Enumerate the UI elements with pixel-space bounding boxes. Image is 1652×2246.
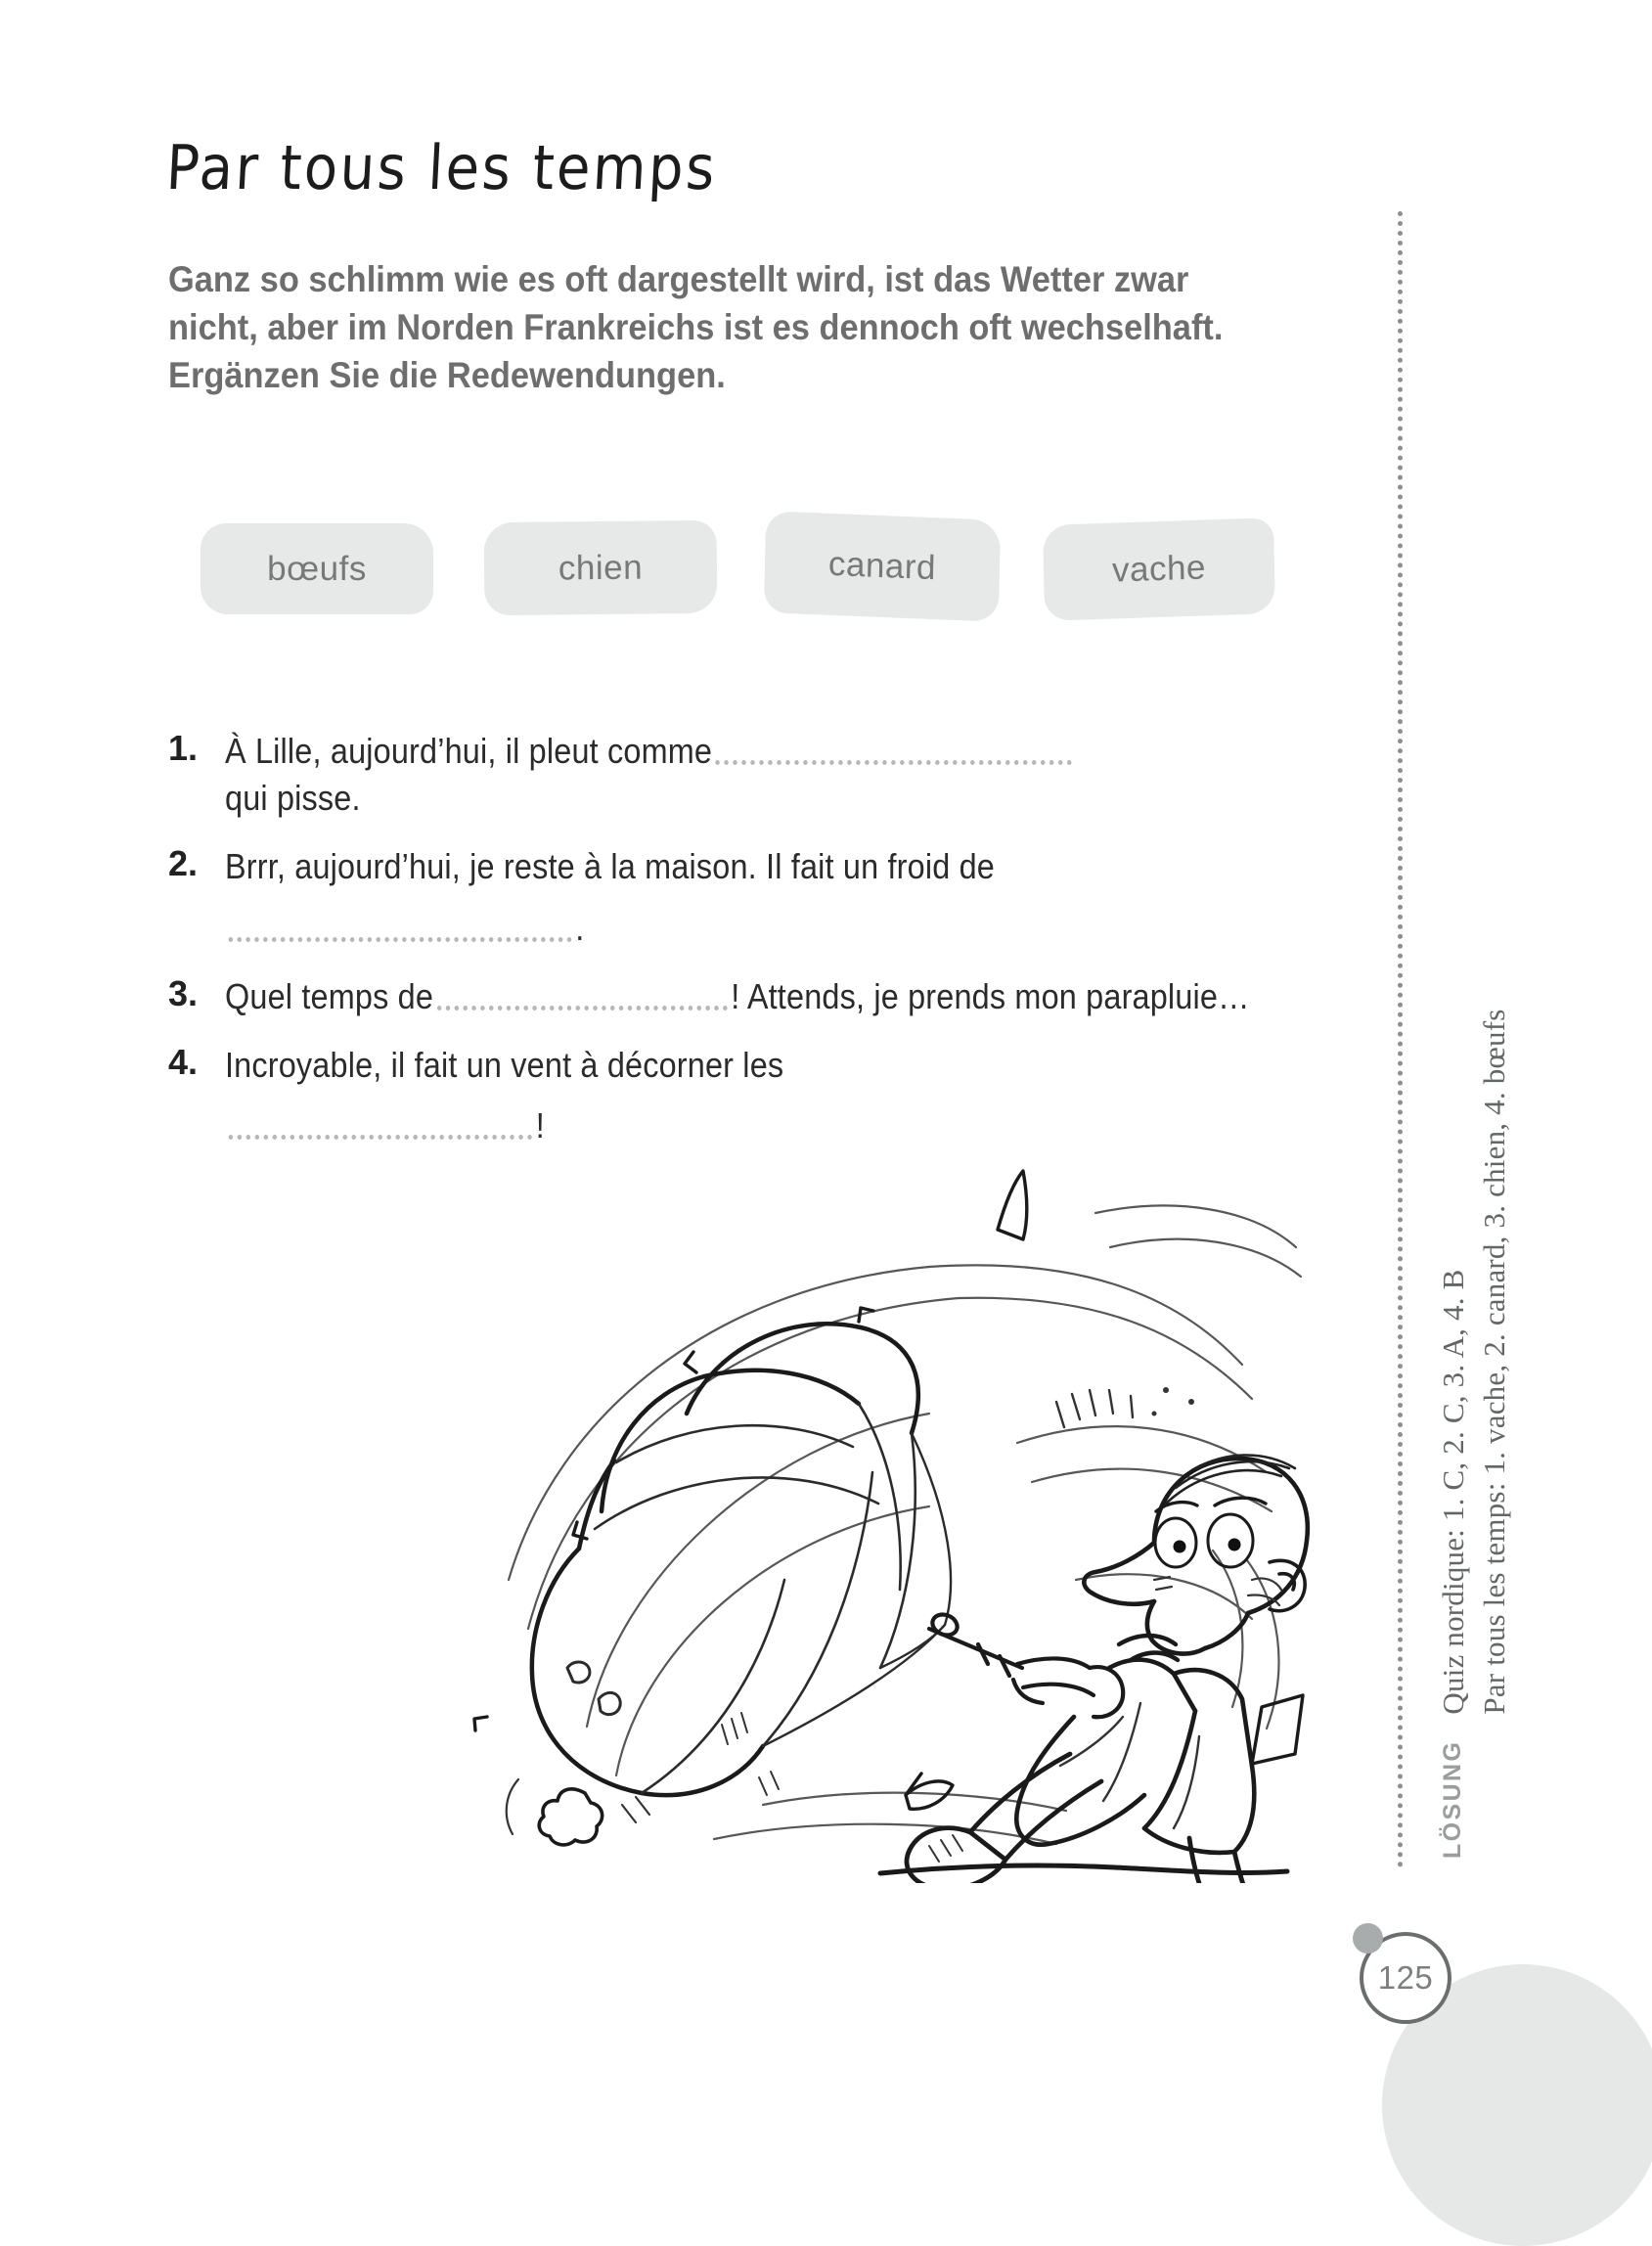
- word-chip-chien[interactable]: [484, 520, 718, 615]
- exercise-text-before: Brrr, aujourd’hui, je reste à la maison. Il fait un froid de: [225, 846, 995, 887]
- word-chip-canard[interactable]: [764, 511, 1001, 622]
- instructions-paragraph: Ganz so schlimm wie es oft dargestellt wird, ist das Wetter zwar nicht, aber im Norden Frankreichs ist es dennoch oft wechselhaft. Ergänzen Sie die Redewendungen.: [168, 259, 1224, 395]
- exercise-number: 1.: [168, 728, 199, 768]
- answer-blank-3[interactable]: [437, 978, 728, 1011]
- word-chip-label: vache: [1111, 548, 1207, 590]
- exercise-text-before: Quel temps de: [225, 975, 434, 1016]
- word-chip-vache[interactable]: [1043, 517, 1275, 621]
- exercise-number: 3.: [168, 972, 199, 1013]
- answer-key-sidebar: [1436, 254, 1563, 1859]
- exercise-number: 2.: [168, 843, 199, 884]
- exercise-item-1: [168, 728, 1322, 822]
- answer-key-line: Quiz nordique: 1. C, 2. C, 3. A, 4. B: [1436, 1269, 1470, 1715]
- answer-blank-row: [225, 905, 1317, 952]
- exercise-text-after: ! Attends, je prends mon parapluie…: [731, 975, 1250, 1016]
- word-chip-label: chien: [558, 548, 644, 587]
- answer-key-lines: [1436, 1009, 1512, 1714]
- exercise-item-3: [168, 973, 1322, 1020]
- answer-key-line: Par tous les temps: 1. vache, 2. canard, 3. chien, 4. bœufs: [1477, 1009, 1511, 1715]
- exercise-text-after: !: [535, 1105, 545, 1146]
- illustration-man-with-inverted-umbrella-in-wind: [469, 1120, 1311, 1883]
- page-number-group: [1325, 1912, 1652, 2080]
- exercise-text-before: À Lille, aujourd’hui, il pleut comme: [225, 731, 713, 771]
- exercise-list: [168, 728, 1322, 1172]
- exercise-number: 4.: [168, 1042, 199, 1083]
- exercise-text-before: Incroyable, il fait un vent à décorner les: [225, 1045, 784, 1086]
- word-chip-label: bœufs: [267, 549, 367, 588]
- exercise-text: [225, 728, 1317, 822]
- page-number-dot: [1353, 1923, 1383, 1954]
- exercise-text: [225, 973, 1317, 1020]
- answer-blank-1[interactable]: [716, 733, 1072, 765]
- page-number-text: 125: [1377, 1959, 1434, 1996]
- exercise-text: [225, 843, 1317, 951]
- answer-column-divider: [1398, 211, 1403, 1868]
- word-chip-boeufs[interactable]: [201, 523, 433, 614]
- exercise-text-after: .: [575, 907, 585, 948]
- answer-blank-2[interactable]: [229, 910, 572, 942]
- solution-label: LÖSUNG: [1439, 1739, 1466, 1859]
- page-title: Par tous les temps: [164, 133, 719, 204]
- word-bank: [201, 516, 1335, 623]
- exercise-item-2: [168, 843, 1322, 951]
- word-chip-label: canard: [827, 544, 937, 588]
- exercise-text-after: qui pisse.: [225, 778, 361, 819]
